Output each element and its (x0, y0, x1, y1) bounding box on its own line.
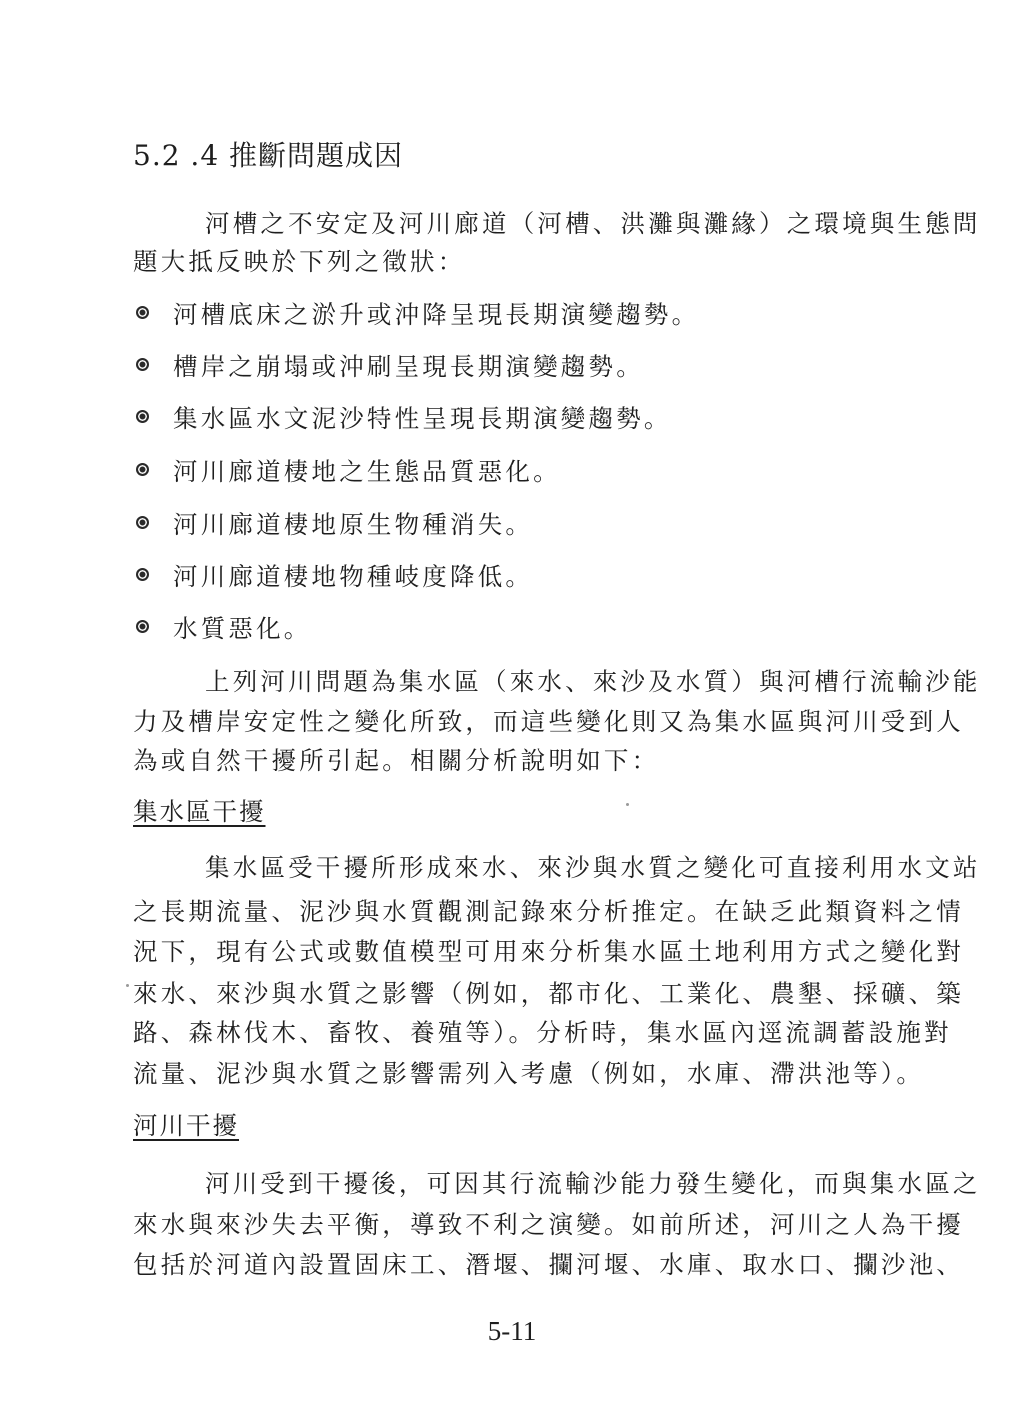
para3-line-1: 集水區受干擾所形成來水、來沙與水質之變化可直接利用水文站 (205, 853, 981, 882)
para3-line-6: 流量、泥沙與水質之影響需列入考慮（例如，水庫、滯洪池等）。 (133, 1059, 925, 1088)
page-number: 5-11 (487, 1316, 537, 1346)
para4-line-1: 河川受到干擾後，可因其行流輸沙能力發生變化，而與集水區之 (205, 1169, 981, 1198)
bullet-icon (136, 410, 149, 423)
subheading-catchment: 集水區干擾 (133, 797, 266, 826)
para2-line-2: 力及槽岸安定性之變化所致，而這些變化則又為集水區與河川受到人 (133, 707, 964, 736)
bullet-text: 集水區水文泥沙特性呈現長期演變趨勢。 (173, 404, 672, 433)
bullet-text: 河川廊道棲地物種岐度降低。 (173, 562, 534, 591)
para2-line-3: 為或自然干擾所引起。相關分析說明如下： (133, 746, 660, 775)
bullet-icon (136, 516, 149, 529)
bullet-icon (136, 463, 149, 476)
bullet-text: 河川廊道棲地之生態品質惡化。 (173, 457, 561, 486)
bullet-icon (136, 568, 149, 581)
bullet-text: 槽岸之崩塌或沖刷呈現長期演變趨勢。 (173, 352, 644, 381)
para3-line-3: 況下，現有公式或數值模型可用來分析集水區土地利用方式之變化對 (133, 937, 964, 966)
para3-line-5: 路、森林伐木、畜牧、養殖等）。分析時，集水區內逕流調蓄設施對 (133, 1018, 952, 1047)
para2-line-1: 上列河川問題為集水區（來水、來沙及水質）與河槽行流輸沙能 (205, 667, 981, 696)
para3-line-2: 之長期流量、泥沙與水質觀測記錄來分析推定。在缺乏此類資料之情 (133, 897, 964, 926)
bullet-icon (136, 358, 149, 371)
section-title: 5.2 .4 推斷問題成因 (133, 139, 404, 172)
para3-line-4: 來水、來沙與水質之影響（例如，都市化、工業化、農墾、採礦、築 (133, 979, 964, 1008)
scan-speck (126, 984, 129, 987)
para4-line-2: 來水與來沙失去平衡，導致不利之演變。如前所述，河川之人為干擾 (133, 1210, 964, 1239)
scan-speck (626, 803, 629, 806)
subheading-river: 河川干擾 (133, 1111, 239, 1140)
bullet-text: 河川廊道棲地原生物種消失。 (173, 510, 534, 539)
para4-line-3: 包括於河道內設置固床工、潛堰、攔河堰、水庫、取水口、攔沙池、 (133, 1250, 964, 1279)
intro-line-2: 題大抵反映於下列之徵狀： (133, 247, 466, 276)
bullet-icon (136, 620, 149, 633)
intro-line-1: 河槽之不安定及河川廊道（河槽、洪灘與灘緣）之環境與生態問 (205, 209, 981, 238)
bullet-text: 河槽底床之淤升或沖降呈現長期演變趨勢。 (173, 300, 700, 329)
bullet-icon (136, 306, 149, 319)
bullet-text: 水質惡化。 (173, 614, 312, 643)
